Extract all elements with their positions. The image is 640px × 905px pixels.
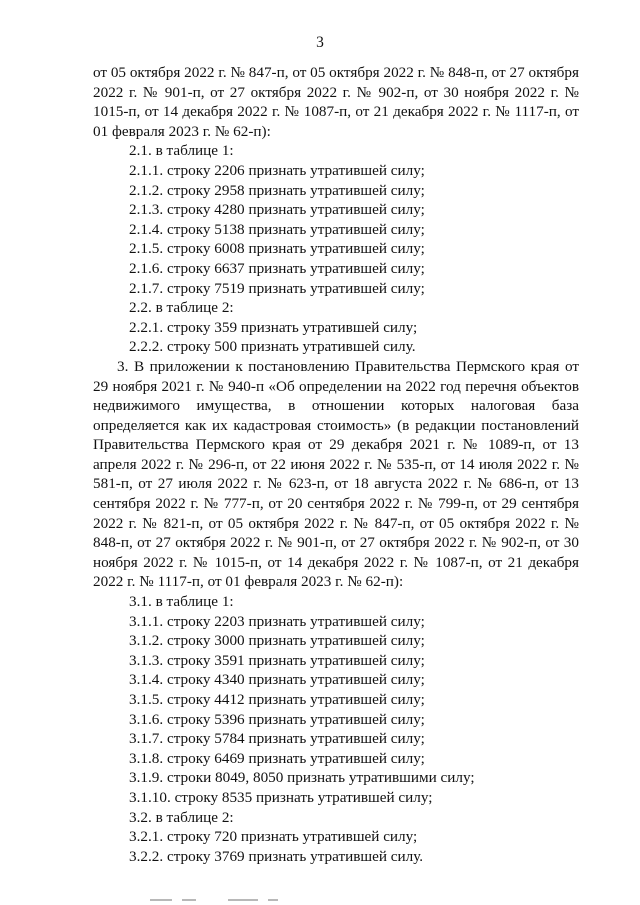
list-item-2-2-2: 2.2.2. строку 500 признать утратившей силу. [129,338,416,356]
list-item-3-1-7: 3.1.7. строку 5784 признать утратившей силу; [129,730,425,748]
list-item-2-1-6: 2.1.6. строку 6637 признать утратившей силу; [129,259,425,277]
list-item-3-2-2: 3.2.2. строку 3769 признать утратившей силу. [129,847,424,865]
list-item-3-1-9: 3.1.9. строки 8049, 8050 признать утратившими силу; [129,769,475,787]
section-3-1-heading: 3.1. в таблице 1: [129,593,234,611]
list-item-3-1-1: 3.1.1. строку 2203 признать утратившей силу; [129,612,425,630]
list-item-2-1-3: 2.1.3. строку 4280 признать утратившей силу; [129,201,425,219]
list-item-2-1-7: 2.1.7. строку 7519 признать утратившей силу; [129,279,425,297]
section-2-2-heading: 2.2. в таблице 2: [129,299,234,317]
scan-edge-mark [0,896,640,905]
list-item-3-1-10: 3.1.10. строку 8535 признать утратившей силу; [129,788,433,806]
list-item-3-1-3: 3.1.3. строку 3591 признать утратившей силу; [129,651,425,669]
paragraph-3: 3. В приложении к постановлению Правительства Пермского края от 29 ноября 2021 г. № 940-п «Об определении на 2022 год перечня объектов недвижимого имущества, в отношении которых налоговая база определяется как их кадастровая стоимость» (в редакции постановлений Правительства Пермского края от 29 декабря 2021 г. № 1089-п, от 13 апреля 2022 г. № 296-п, от 22 июня 2022 г. № 535-п, от 14 июля 2022 г. № 581-п, от 27 июля 2022 г. № 623-п, от 18 августа 2022 г. № 686-п, от 13 сентября 2022 г. № 777-п, от 20 сентября 2022 г. № 799-п, от 29 сентября 2022 г. № 821-п, от 05 октября 2022 г. № 847-п, от 05 октября 2022 г. № 848-п, от 27 октября 2022 г. № 901-п, от 27 октября 2022 г. № 902-п, от 30 ноября 2022 г. № 1015-п, от 14 декабря 2022 г. № 1087-п, от 21 декабря 2022 г. № 1117-п, от 01 февраля 2023 г. № 62-п): [93,357,579,591]
list-item-2-1-1: 2.1.1. строку 2206 признать утратившей силу; [129,161,425,179]
list-item-3-1-4: 3.1.4. строку 4340 признать утратившей силу; [129,671,425,689]
list-item-2-1-5: 2.1.5. строку 6008 признать утратившей силу; [129,240,425,258]
paragraph-continuation: от 05 октября 2022 г. № 847-п, от 05 октября 2022 г. № 848-п, от 27 октября 2022 г. № 901-п, от 27 октября 2022 г. № 902-п, от 30 ноября 2022 г. № 1015-п, от 14 декабря 2022 г. № 1087-п, от 21 декабря 2022 г. № 1117-п, от 01 февраля 2023 г. № 62-п): [93,64,579,140]
list-item-2-1-4: 2.1.4. строку 5138 признать утратившей силу; [129,220,425,238]
list-item-3-2-1: 3.2.1. строку 720 признать утратившей силу; [129,828,418,846]
list-item-3-1-8: 3.1.8. строку 6469 признать утратившей силу; [129,749,425,767]
document-body [93,63,579,866]
list-item-3-1-2: 3.1.2. строку 3000 признать утратившей силу; [129,632,425,650]
list-item-2-2-1: 2.2.1. строку 359 признать утратившей силу; [129,318,418,336]
list-item-3-1-6: 3.1.6. строку 5396 признать утратившей силу; [129,710,425,728]
section-2-1-heading: 2.1. в таблице 1: [129,142,234,160]
section-3-2-heading: 3.2. в таблице 2: [129,808,234,826]
list-item-3-1-5: 3.1.5. строку 4412 признать утратившей силу; [129,691,425,708]
page-number: 3 [316,34,324,51]
list-item-2-1-2: 2.1.2. строку 2958 признать утратившей силу; [129,181,425,199]
